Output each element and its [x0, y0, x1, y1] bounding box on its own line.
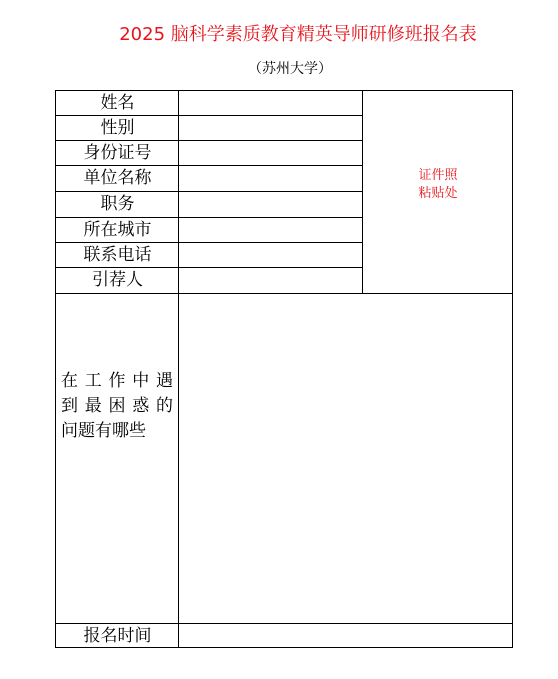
city-field[interactable] [179, 218, 363, 242]
form-title: 2025 脑科学素质教育精英导师研修班报名表 [119, 24, 477, 45]
organization-field[interactable] [179, 166, 363, 190]
photo-placeholder [363, 167, 513, 203]
label-id-number: 身份证号 [83, 143, 152, 163]
question-answer-area[interactable] [179, 294, 513, 623]
photo-label-line2: 粘贴处 [418, 186, 458, 201]
referrer-field[interactable] [179, 268, 363, 292]
question-label [61, 369, 173, 444]
label-name: 姓名 [100, 93, 135, 113]
name-field[interactable] [179, 91, 363, 115]
phone-field[interactable] [179, 243, 363, 267]
label-phone: 联系电话 [83, 245, 152, 265]
label-organization: 单位名称 [83, 168, 152, 188]
label-referrer: 引荐人 [92, 270, 143, 290]
position-field[interactable] [179, 192, 363, 216]
label-position: 职务 [100, 194, 135, 214]
signup-time-field[interactable] [179, 624, 513, 648]
registration-form-table [55, 90, 513, 648]
label-city: 所在城市 [83, 220, 152, 240]
question-label-line3: 问题有哪些 [61, 421, 146, 441]
label-signup-time: 报名时间 [83, 626, 152, 646]
form-subtitle: （苏州大学） [248, 61, 332, 77]
photo-label-line1: 证件照 [418, 168, 458, 183]
question-label-line1: 在工作中遇 [61, 371, 173, 391]
gender-field[interactable] [179, 116, 363, 140]
id-number-field[interactable] [179, 141, 363, 165]
label-gender: 性别 [100, 118, 135, 138]
question-label-line2: 到最困惑的 [61, 396, 173, 416]
